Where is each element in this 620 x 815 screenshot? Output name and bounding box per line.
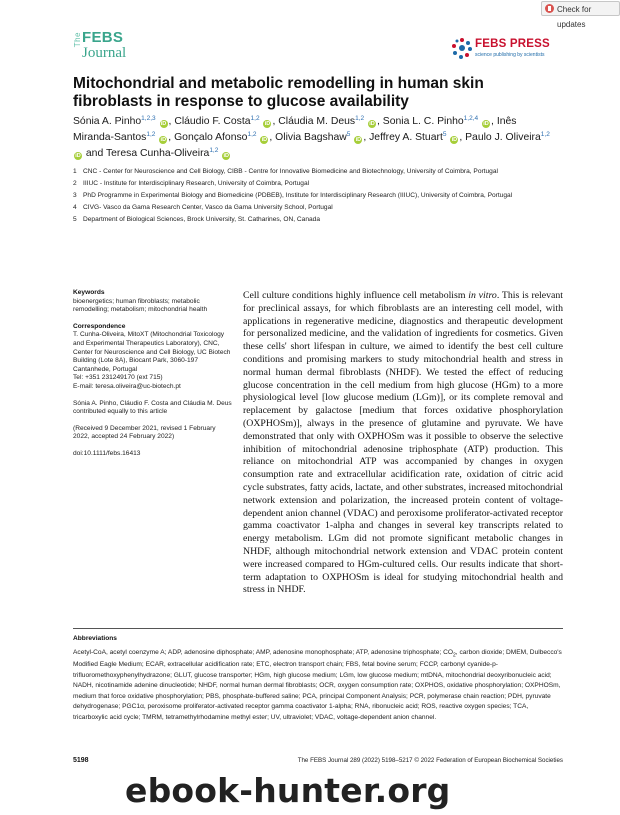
- author: [369, 132, 459, 143]
- author-affiliation-sup: 1,2,3: [141, 115, 156, 122]
- affiliation-number: 2: [73, 180, 77, 187]
- abbreviations-text-b: , carbon dioxide; DMEM, Dulbecco's Modified Eagle Medium; ECAR, extracellular acidification rate; ETC, electron transport chain; FBS, fetal bovine serum; FCCP, carbonyl cyanide-p-trifluoromethoxyphenylhydrazone; GLUT, glucose transporter; HGm, high glucose medium; LGm, low glucose medium; mtDNA, mitochondrial deoxyribonucleic acid; NADH, nicotinamide adenine dinucleotide; NHDF, normal human dermal fibroblasts; OCR, oxygen consumption rate; OXPHOS, oxidative phosphorylation; OXPHOSm, medium that force oxidative phosphorylation; PBS, phosphate-buffered saline; PCA, principal Component Analysis; PCR, polymerase chain reaction; PDH, pyruvate dehydrogenase; PGC1α, peroxisome proliferator-activated receptor gamma coactivator 1-alpha; RNA, ribonucleic acid; ROS, reactive oxygen species; TCA, tricarboxylic acid cycle; TMRM, tetramethylrhodamine methyl ester; UV, ultraviolet; VDAC, voltage-dependent anion channel.: [73, 648, 562, 721]
- orcid-icon[interactable]: iD: [160, 121, 167, 127]
- author-separator: ,: [269, 132, 276, 143]
- section-divider: [73, 628, 563, 629]
- author-affiliation-sup: 5: [346, 131, 351, 138]
- affiliation-number: 1: [73, 168, 77, 175]
- affiliation-number: 3: [73, 192, 77, 199]
- affiliation-list: [73, 166, 563, 226]
- author: [106, 148, 231, 159]
- author-list: [73, 114, 553, 162]
- author-name: Jeffrey A. Stuart: [369, 132, 443, 143]
- febs-press-name: FEBS PRESS: [475, 38, 550, 50]
- author: [174, 116, 272, 127]
- author: [383, 116, 491, 127]
- affiliation-item: [73, 202, 563, 214]
- footer-citation: The FEBS Journal 289 (2022) 5198–5217 © 2022 Federation of European Biochemical Societies: [297, 757, 563, 764]
- author-affiliation-sup: 1,2: [355, 115, 365, 122]
- author-name: Cláudia M. Deus: [278, 116, 356, 127]
- author-affiliation-sup: 1,2: [250, 115, 260, 122]
- journal-logo: [73, 29, 133, 69]
- journal-logo-the: The: [73, 32, 82, 48]
- orcid-icon[interactable]: iD: [483, 121, 489, 127]
- affiliation-number: 4: [73, 204, 77, 211]
- author-affiliation-sup: 1,2: [247, 131, 257, 138]
- affiliation-text: IIIUC - Institute for Interdisciplinary Research, University of Coimbra, Portugal: [83, 180, 310, 187]
- author-name: Inês Miranda-Santos: [73, 116, 517, 143]
- author-separator: ,: [168, 132, 175, 143]
- author-separator: ,: [168, 116, 175, 127]
- author-separator: ,: [363, 132, 370, 143]
- article-info-column: [73, 289, 233, 459]
- affiliation-item: [73, 178, 563, 190]
- author-separator: ,: [272, 116, 279, 127]
- author-separator: ,: [491, 116, 497, 127]
- orcid-icon[interactable]: iD: [264, 121, 271, 127]
- correspondence-heading: Correspondence: [73, 322, 126, 330]
- abbreviations-text-a: Acetyl-CoA, acetyl coenzyme A; ADP, adenosine diphosphate; AMP, adenosine monophosphate; ATP, adenosine triphosphate; CO: [73, 648, 453, 656]
- abstract-text-2: . This is relevant for preclinical assays, for which fibroblasts are an interesting cell model, with applications in regenerative medicine, diagnostics and therapeutic development for personalized medicine, and the validation of ingredients for cosmetics. Given these cells' short lifespan in culture, we aimed to identify the best cell culture conditions and promising markers to study mitochondrial health and stress in normal human dermal fibroblasts (NHDF). We tested the effect of reducing glucose concentration in the cell medium from high glucose (HGm) to a more physiological level [low glucose medium (LGm)], or its complete removal and replacement by galactose [medium that forces oxidative phosphorylation (OXPHOSm)], always in the presence of glutamine and pyruvate. We have demonstrated that only with OXPHOSm was it possible to observe the selective inhibition of mitochondrial adenosine triphosphate (ATP) production. This reliance on mitochondrial ATP was accompanied by changes in oxygen consumption rate and extracellular acidification rate, oxidation of citric acid cycle substrates, fatty acids, lactate, and other substrates, increased mitochondrial network extension and polarization, the increased protein content of voltage-dependent anion channel (VDAC) and peroxisome proliferator-activated receptor gamma coactivator 1-alpha and changes in several key transcripts related to energy metabolism. LGm did not promote significant metabolic changes in NHDF, although mitochondrial network extension and VDAC protein content were increased compared to HGm-cultured cells. Our results indicate that short-term adaptation to OXPHOSm is ideal for studying mitochondrial health and stress in NHDF.: [243, 290, 563, 596]
- author-name: Olivia Bagshaw: [275, 132, 347, 143]
- abbreviations-text: [73, 648, 563, 724]
- febs-press-dots-icon: [451, 37, 473, 59]
- febs-press-logo: [451, 37, 556, 65]
- received-dates: (Received 9 December 2021, revised 1 February 2022, accepted 24 February 2022): [73, 424, 216, 441]
- author: [278, 116, 377, 127]
- author-affiliation-sup: 1,2,4: [463, 115, 479, 122]
- author-name: Teresa Cunha-Oliveira: [105, 148, 210, 159]
- affiliation-text: CNC - Center for Neuroscience and Cell Biology, CIBB - Centre for Innovative Biomedicine and Biotechnology, University of Coimbra, Portugal: [83, 168, 498, 175]
- author-name: Gonçalo Afonso: [174, 132, 248, 143]
- update-icon: [545, 4, 554, 13]
- author-separator: and: [83, 148, 106, 159]
- correspondence-email[interactable]: E-mail: teresa.oliveira@uc-biotech.pt: [73, 382, 181, 390]
- abstract-text-1: Cell culture conditions highly influence cell metabolism: [243, 290, 469, 301]
- orcid-icon[interactable]: iD: [223, 153, 229, 159]
- author: [174, 132, 269, 143]
- affiliation-number: 5: [73, 216, 77, 223]
- author-separator: ,: [459, 132, 466, 143]
- affiliation-item: [73, 190, 563, 202]
- watermark: ebook-hunter.org: [125, 771, 451, 810]
- check-for-updates-label: Check for updates: [557, 5, 592, 29]
- abbreviations-subscript: 2: [453, 651, 456, 658]
- correspondence-tel: Tel: +351 231249170 (ext 715): [73, 374, 163, 382]
- orcid-icon[interactable]: iD: [261, 137, 268, 143]
- doi[interactable]: doi:10.1111/febs.16413: [73, 449, 141, 457]
- abstract: [243, 290, 563, 597]
- abstract-italic: in vitro: [468, 290, 497, 301]
- febs-press-tagline: science publishing by scientists: [475, 52, 545, 58]
- author-separator: ,: [377, 116, 383, 127]
- journal-logo-journal: Journal: [82, 45, 127, 61]
- affiliation-text: Department of Biological Sciences, Brock University, St. Catharines, ON, Canada: [83, 216, 320, 223]
- orcid-icon[interactable]: iD: [369, 121, 375, 127]
- author-affiliation-sup: 1,2: [540, 131, 550, 138]
- check-for-updates-button[interactable]: [541, 1, 620, 29]
- orcid-icon[interactable]: iD: [160, 137, 167, 143]
- orcid-icon[interactable]: iD: [75, 153, 81, 159]
- author-name: Cláudio F. Costa: [174, 116, 251, 127]
- affiliation-item: [73, 214, 563, 226]
- author-name: Paulo J. Oliveira: [465, 132, 541, 143]
- keywords-text: bioenergetics; human fibroblasts; metabolic remodelling; metabolism; mitochondrial health: [73, 297, 208, 314]
- author-affiliation-sup: 1,2: [209, 147, 219, 154]
- orcid-icon[interactable]: iD: [451, 137, 458, 143]
- author-affiliation-sup: 1,2: [146, 131, 156, 138]
- correspondence-text: T. Cunha-Oliveira, MitoXT (Mitochondrial Toxicology and Experimental Therapeutics Laboratory), CNC, Center for Neuroscience and Cell Biology, UC Biotech Building (Lote 8A), Biocant Park, 3060-197 Cantanhede, Portugal: [73, 331, 231, 373]
- page-number: 5198: [73, 757, 89, 764]
- affiliation-text: CIVG- Vasco da Gama Research Center, Vasco da Gama University School, Portugal: [83, 204, 333, 211]
- author: [275, 132, 363, 143]
- affiliation-text: PhD Programme in Experimental Biology and Biomedicine (PDBEB), Institute for Interdisciplinary Research (IIIUC), University of Coimbra, Portugal: [83, 192, 513, 199]
- author-affiliation-sup: 5: [442, 131, 447, 138]
- article-title: Mitochondrial and metabolic remodelling in human skin fibroblasts in response to glucose availability: [73, 75, 484, 110]
- orcid-icon[interactable]: iD: [355, 137, 362, 143]
- author-name: Sonia L. C. Pinho: [382, 116, 464, 127]
- author: [73, 116, 169, 127]
- abbreviations-section: [73, 634, 563, 723]
- equal-contribution-note: Sónia A. Pinho, Cláudio F. Costa and Cláudia M. Deus contributed equally to this article: [73, 399, 232, 416]
- author-name: Sónia A. Pinho: [73, 116, 142, 127]
- affiliation-item: [73, 166, 563, 178]
- journal-logo-febs: FEBS: [82, 29, 124, 46]
- keywords-heading: Keywords: [73, 289, 105, 296]
- abbreviations-heading: Abbreviations: [73, 635, 117, 642]
